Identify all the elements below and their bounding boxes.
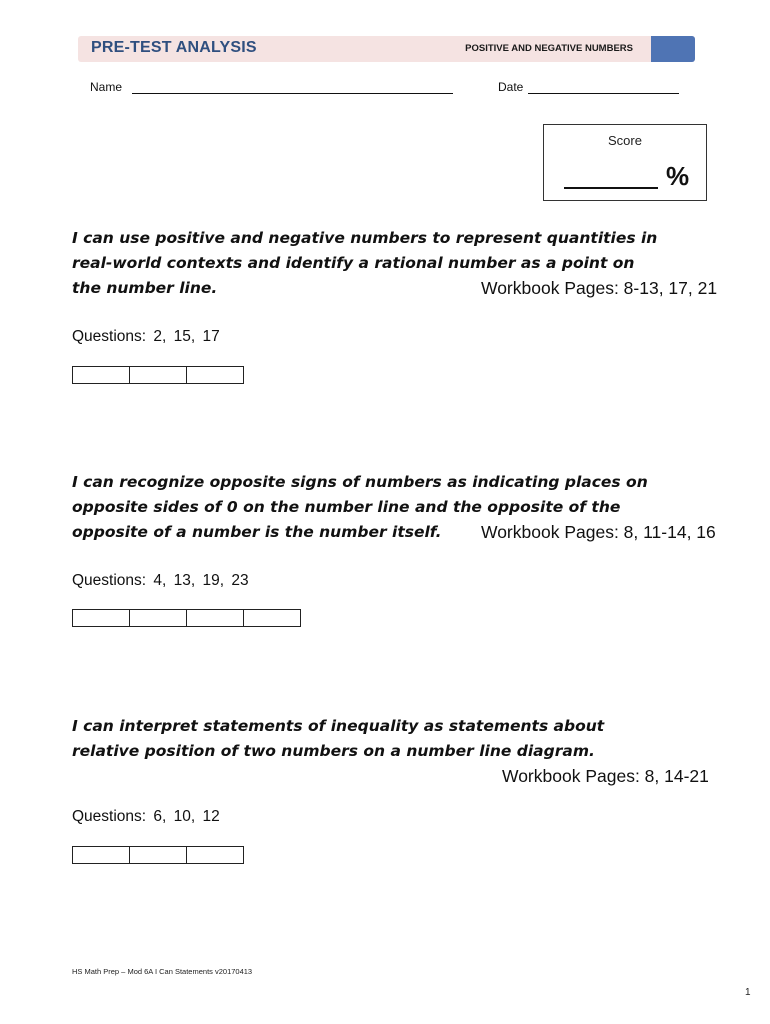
statement-line: I can recognize opposite signs of numbers as indicating places on (72, 473, 648, 491)
score-box (543, 124, 707, 201)
answer-boxes-1 (72, 366, 244, 384)
answer-box[interactable] (129, 846, 187, 864)
answer-box[interactable] (72, 366, 130, 384)
statement-line: real-world contexts and identify a rational number as a point on (72, 254, 635, 272)
answer-box[interactable] (129, 609, 187, 627)
date-field[interactable] (528, 93, 679, 94)
header-accent-tab (651, 36, 695, 62)
score-label: Score (608, 133, 642, 148)
answer-box[interactable] (186, 366, 244, 384)
header-banner (78, 36, 695, 62)
answer-box[interactable] (186, 846, 244, 864)
workbook-pages-2: Workbook Pages: 8, 11-14, 16 (481, 522, 716, 542)
name-field[interactable] (132, 93, 453, 94)
answer-box[interactable] (72, 846, 130, 864)
i-can-statement-3 (72, 714, 732, 764)
page-title: PRE-TEST ANALYSIS (91, 39, 257, 56)
score-field[interactable] (564, 187, 658, 189)
date-label: Date (498, 80, 524, 94)
answer-boxes-3 (72, 846, 244, 864)
statement-line: I can interpret statements of inequality as statements about (72, 717, 605, 735)
statement-line: the number line. (72, 279, 218, 297)
statement-line: opposite sides of 0 on the number line and the opposite of the (72, 498, 621, 516)
workbook-pages-3: Workbook Pages: 8, 14-21 (502, 766, 709, 786)
statement-line: relative position of two numbers on a number line diagram. (72, 742, 595, 760)
statement-line: opposite of a number is the number itself. (72, 523, 442, 541)
page-number: 1 (745, 987, 751, 998)
answer-boxes-2 (72, 609, 301, 627)
percent-sign: % (666, 161, 690, 191)
answer-box[interactable] (129, 366, 187, 384)
questions-1: Questions: 2, 15, 17 (72, 328, 220, 345)
page-subtitle: POSITIVE AND NEGATIVE NUMBERS (465, 43, 633, 54)
answer-box[interactable] (243, 609, 301, 627)
answer-box[interactable] (72, 609, 130, 627)
statement-line: I can use positive and negative numbers to represent quantities in (72, 229, 658, 247)
questions-2: Questions: 4, 13, 19, 23 (72, 572, 249, 589)
footer-text: HS Math Prep – Mod 6A I Can Statements v20170413 (72, 967, 253, 976)
questions-3: Questions: 6, 10, 12 (72, 808, 220, 825)
name-label: Name (90, 80, 123, 94)
answer-box[interactable] (186, 609, 244, 627)
workbook-pages-1: Workbook Pages: 8-13, 17, 21 (481, 278, 718, 298)
